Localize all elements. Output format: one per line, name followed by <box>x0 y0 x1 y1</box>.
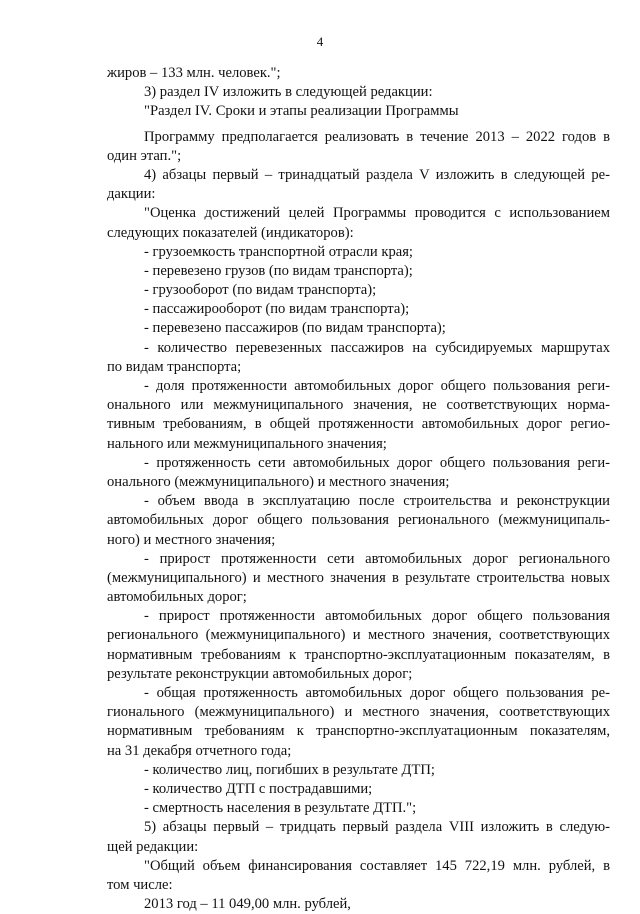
text-line: - доля протяженности автомобильных дорог общего пользования реги- <box>144 378 610 394</box>
text-line: онального или межмуниципального значения, не соответствующих норма- <box>107 397 610 414</box>
text-line: по видам транспорта; <box>107 358 242 375</box>
text-line: нормативным требованиям к транспортно-эксплуатационным показателям, в <box>107 646 610 663</box>
text-line: "Оценка достижений целей Программы проводится с использованием <box>144 205 610 222</box>
text-line: автомобильных дорог общего пользования регионального (межмуниципаль- <box>107 512 610 529</box>
text-line: Программу предполагается реализовать в течение 2013 – 2022 годов в <box>144 128 610 145</box>
text-line: дакции: <box>107 186 156 203</box>
text-line: гионального (межмуниципального) и местного значения, соответствующих <box>107 704 610 721</box>
text-line: регионального (межмуниципального) и местного значения, соответствующих <box>107 627 610 644</box>
text-line: - прирост протяженности сети автомобильных дорог регионального <box>144 550 610 567</box>
text-line: - перевезено пассажиров (по видам транспорта); <box>144 320 446 337</box>
text-line: - перевезено грузов (по видам транспорта); <box>144 262 413 279</box>
text-line: автомобильных дорог; <box>107 589 247 606</box>
text-line: - количество перевезенных пассажиров на субсидируемых маршрутах <box>144 339 610 356</box>
text-line: - протяженность сети автомобильных дорог общего пользования реги- <box>144 454 610 471</box>
text-line: "Раздел IV. Сроки и этапы реализации Программы <box>144 103 459 120</box>
text-line: нального или межмуниципального значения; <box>107 435 387 452</box>
text-line: 4) абзацы первый – тринадцатый раздела V изложить в следующей ре- <box>144 166 610 183</box>
document-body <box>107 64 610 914</box>
text-line: ного) и местного значения; <box>107 531 276 548</box>
text-line: 2013 год – 11 049,00 млн. рублей, <box>144 896 351 913</box>
text-line: "Общий объем финансирования составляет 145 722,19 млн. рублей, в <box>144 857 610 874</box>
text-line: нормативным требованиям к транспортно-эксплуатационным показателям, <box>107 723 610 740</box>
text-line: - прирост протяженности автомобильных дорог общего пользования <box>144 608 610 625</box>
text-line: жиров – 133 млн. человек."; <box>107 65 281 81</box>
text-line: 5) абзацы первый – тридцать первый раздела VIII изложить в следую- <box>144 819 610 836</box>
text-line: онального (межмуниципального) и местного значения; <box>107 473 450 490</box>
text-line: - количество ДТП с пострадавшими; <box>144 780 373 797</box>
text-line: - общая протяженность автомобильных дорог общего пользования ре- <box>144 685 610 701</box>
text-line: том числе: <box>107 876 173 893</box>
text-line: - смертность населения в результате ДТП."; <box>144 800 417 817</box>
text-line: следующих показателей (индикаторов): <box>107 224 354 241</box>
text-line: - объем ввода в эксплуатацию после строительства и реконструкции <box>144 493 610 510</box>
text-line: - пассажирооборот (по видам транспорта); <box>144 301 410 318</box>
text-line: (межмуниципального) и местного значения в результате строительства новых <box>107 569 610 586</box>
text-line: один этап."; <box>107 147 182 164</box>
text-line: результате реконструкции автомобильных дорог; <box>107 665 413 682</box>
text-line: 3) раздел IV изложить в следующей редакции: <box>144 84 433 101</box>
text-line: - грузоемкость транспортной отрасли края; <box>144 243 413 260</box>
text-line: - грузооборот (по видам транспорта); <box>144 282 377 299</box>
text-line: на 31 декабря отчетного года; <box>107 742 292 759</box>
text-line: тивным требованиям, в общей протяженности автомобильных дорог регио- <box>107 416 610 433</box>
text-line: - количество лиц, погибших в результате ДТП; <box>144 761 435 778</box>
page-number: 4 <box>316 34 324 49</box>
text-line: щей редакции: <box>107 838 199 855</box>
